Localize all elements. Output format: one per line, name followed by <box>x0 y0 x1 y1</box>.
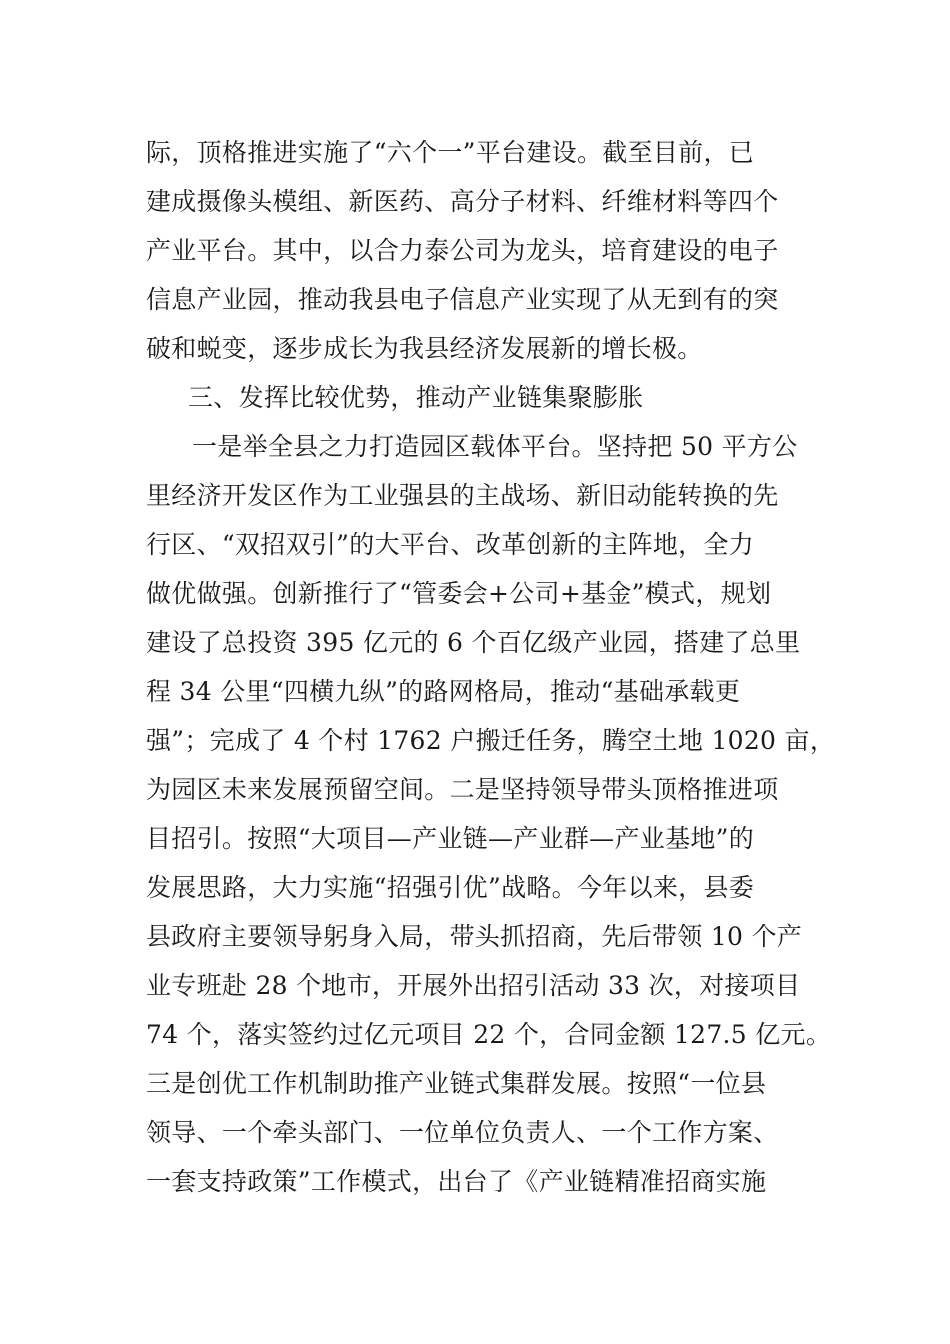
text-line: 业专班赴 28 个地市，开展外出招引活动 33 次，对接项目 <box>146 971 801 1000</box>
text-line: 强”；完成了 4 个村 1762 户搬迁任务，腾空土地 1020 亩， <box>146 726 836 755</box>
text-line: 程 34 公里“四横九纵”的路网格局，推动“基础承载更 <box>146 677 741 706</box>
text-line: 一套支持政策”工作模式，出台了《产业链精准招商实施 <box>146 1167 767 1196</box>
text-line: 产业平台。其中，以合力泰公司为龙头，培育建设的电子 <box>146 236 779 265</box>
text-line: 领导、一个牵头部门、一位单位负责人、一个工作方案、 <box>146 1118 779 1147</box>
text-line: 三是创优工作机制助推产业链式集群发展。按照“一位县 <box>146 1069 767 1098</box>
text-line: 际，顶格推进实施了“六个一”平台建设。截至目前，已 <box>146 138 755 167</box>
section-heading: 三、发挥比较优势，推动产业链集聚膨胀 <box>188 383 644 412</box>
text-line: 为园区未来发展预留空间。二是坚持领导带头顶格推进项 <box>146 775 779 804</box>
text-line: 里经济开发区作为工业强县的主战场、新旧动能转换的先 <box>146 481 779 510</box>
text-line: 74 个，落实签约过亿元项目 22 个，合同金额 127.5 亿元。 <box>146 1020 832 1049</box>
text-line: 建成摄像头模组、新医药、高分子材料、纤维材料等四个 <box>146 187 779 216</box>
text-line: 行区、“双招双引”的大平台、改革创新的主阵地，全力 <box>146 530 755 559</box>
text-line: 县政府主要领导躬身入局，带头抓招商，先后带领 10 个产 <box>146 922 803 951</box>
text-line: 信息产业园，推动我县电子信息产业实现了从无到有的突 <box>146 285 779 314</box>
text-line: 一是举全县之力打造园区载体平台。坚持把 50 平方公 <box>192 432 798 461</box>
text-line: 建设了总投资 395 亿元的 6 个百亿级产业园，搭建了总里 <box>146 628 801 657</box>
body-text <box>146 128 836 1206</box>
text-line: 破和蜕变，逐步成长为我县经济发展新的增长极。 <box>146 334 703 363</box>
text-line: 目招引。按照“大项目—产业链—产业群—产业基地”的 <box>146 824 755 853</box>
text-line: 做优做强。创新推行了“管委会+公司+基金”模式，规划 <box>146 579 772 608</box>
text-line: 发展思路，大力实施“招强引优”战略。今年以来，县委 <box>146 873 755 902</box>
